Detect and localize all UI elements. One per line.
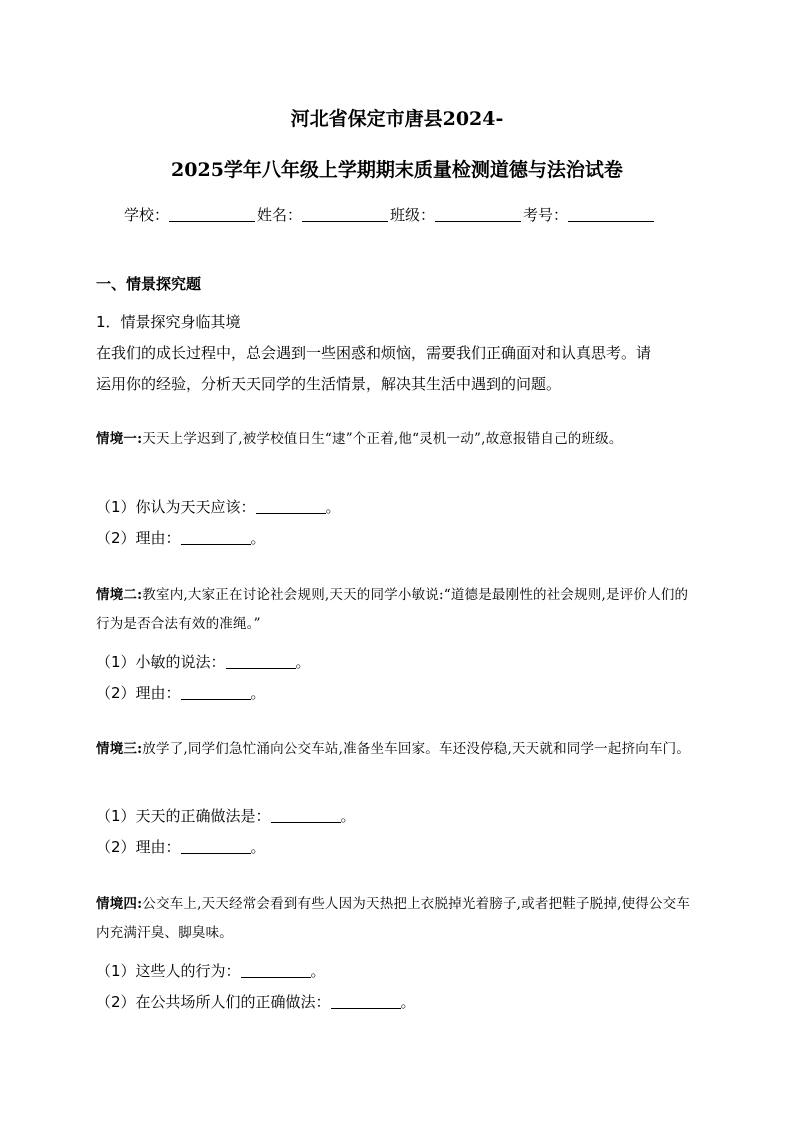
scene-1 (96, 425, 701, 454)
intro-line-2: 运用你的经验，分析天天同学的生活情景，解决其生活中遇到的问题。 (96, 375, 562, 393)
question-prefix: （2）在公共场所人们的正确做法： (96, 993, 331, 1011)
scene-3 (96, 735, 701, 764)
scene-1-question-2 (96, 527, 266, 548)
scene-2-text: 教室内,大家正在讨论社会规则,天天的同学小敏说:“道德是最刚性的社会规则,是评价人们的行为是否合法有效的准绳。” (96, 587, 689, 632)
intro-line-1: 在我们的成长过程中，总会遇到一些困惑和烦恼，需要我们正确面对和认真思考。请 (96, 344, 652, 362)
question-prefix: （2）理由： (96, 529, 181, 547)
scene-3-question-2 (96, 836, 266, 857)
question-prefix: （1）你认为天天应该： (96, 498, 256, 516)
number-label: 考号： (523, 206, 569, 224)
question-suffix: 。 (295, 653, 311, 671)
question-title: 1．情景探究身临其境 (96, 313, 241, 331)
question-prefix: （1）天天的正确做法是： (96, 807, 271, 825)
answer-blank[interactable] (226, 654, 296, 669)
question-suffix: 。 (400, 993, 416, 1011)
question-prefix: （2）理由： (96, 684, 181, 702)
scene-2-question-2 (96, 682, 266, 703)
question-prefix: （1）这些人的行为： (96, 962, 241, 980)
answer-blank[interactable] (181, 530, 251, 545)
name-blank[interactable] (302, 207, 388, 222)
scene-1-label: 情境一: (96, 431, 143, 447)
answer-blank[interactable] (331, 994, 401, 1009)
scene-3-text: 放学了,同学们急忙涌向公交车站,准备坐车回家。车还没停稳,天天就和同学一起挤向车门。 (142, 741, 691, 757)
answer-blank[interactable] (256, 499, 326, 514)
scene-4-text: 公交车上,天天经常会看到有些人因为天热把上衣脱掉光着膀子,或者把鞋子脱掉,使得公交车内充满汗臭、脚臭味。 (96, 896, 691, 941)
question-suffix: 。 (250, 838, 266, 856)
exam-title-line2: 2025学年八年级上学期期末质量检测道德与法治试卷 (171, 159, 623, 181)
school-label: 学校： (124, 206, 170, 224)
school-blank[interactable] (169, 207, 255, 222)
question-suffix: 。 (310, 962, 326, 980)
scene-2 (96, 581, 701, 639)
section-heading: 一、情景探究题 (96, 275, 202, 293)
class-blank[interactable] (435, 207, 521, 222)
number-blank[interactable] (568, 207, 654, 222)
question-prefix: （1）小敏的说法： (96, 653, 226, 671)
answer-blank[interactable] (181, 685, 251, 700)
name-label: 姓名： (257, 206, 303, 224)
answer-blank[interactable] (241, 963, 311, 978)
scene-2-question-1 (96, 651, 311, 672)
question-prefix: （2）理由： (96, 838, 181, 856)
question-suffix: 。 (250, 684, 266, 702)
scene-4-question-1 (96, 960, 326, 981)
scene-3-question-1 (96, 805, 356, 826)
question-suffix: 。 (325, 498, 341, 516)
scene-2-label: 情境二: (96, 587, 143, 603)
scene-4-question-2 (96, 991, 416, 1012)
scene-1-question-1 (96, 496, 341, 517)
scene-4-label: 情境四: (96, 896, 143, 912)
question-suffix: 。 (340, 807, 356, 825)
scene-4 (96, 890, 701, 948)
scene-3-label: 情境三: (96, 741, 143, 757)
question-suffix: 。 (250, 529, 266, 547)
class-label: 班级： (390, 206, 436, 224)
exam-title-line1: 河北省保定市唐县2024- (290, 108, 504, 130)
student-info-row (124, 204, 684, 225)
answer-blank[interactable] (271, 808, 341, 823)
answer-blank[interactable] (181, 839, 251, 854)
scene-1-text: 天天上学迟到了,被学校值日生“逮”个正着,他“灵机一动”,故意报错自己的班级。 (142, 431, 623, 447)
